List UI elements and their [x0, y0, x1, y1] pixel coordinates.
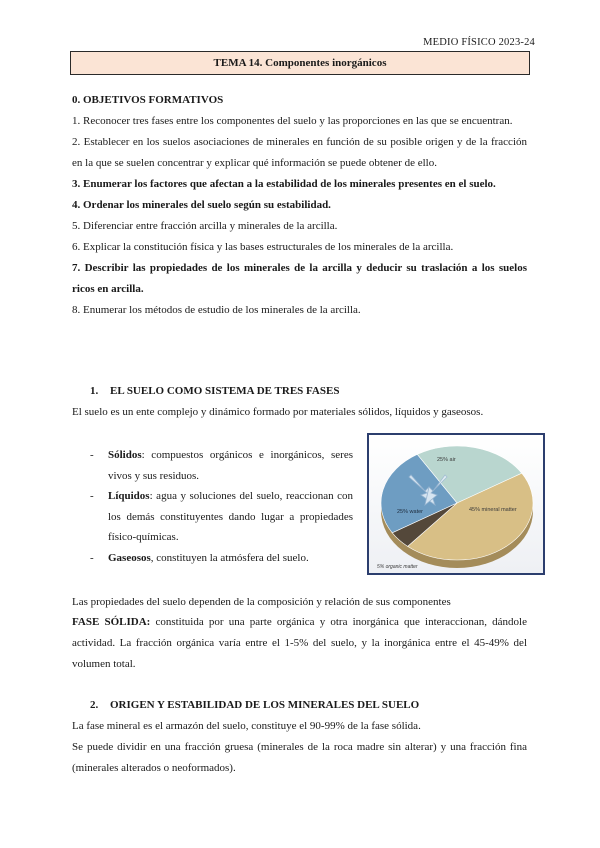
- label-air: 25% air: [437, 457, 456, 463]
- list-item: - Sólidos: compuestos orgánicos e inorgánicos, seres vivos y sus residuos.: [90, 445, 353, 486]
- soil-composition-chart: [367, 433, 545, 575]
- section2-title: ORIGEN Y ESTABILIDAD DE LOS MINERALES DEL SUELO: [110, 699, 420, 711]
- objective-item: 4. Ordenar los minerales del suelo según su estabilidad.: [72, 199, 331, 211]
- objective-item: 7. Describir las propiedades de los minerales de la arcilla y deducir su traslación a los suelos ricos en arcilla.: [72, 262, 527, 295]
- list-item: - Líquidos: agua y soluciones del suelo, reaccionan con los demás constituyentes dando lugar a propiedades físico-químicas.: [90, 486, 353, 548]
- objective-item: 1. Reconocer tres fases entre los componentes del suelo y las proporciones en las que se encuentran.: [72, 115, 513, 127]
- label-mineral: 45% mineral matter: [469, 507, 517, 513]
- list-item: - Gaseosos, constituyen la atmósfera del suelo.: [90, 548, 353, 569]
- objective-item: 3. Enumerar los factores que afectan a la estabilidad de los minerales presentes en el suelo.: [72, 178, 496, 190]
- fase-solida-term: FASE SÓLIDA:: [72, 616, 151, 628]
- objective-item: 2. Establecer en los suelos asociaciones de minerales en función de su posible origen y de la fracción en la que se suelen concentrar y explicar qué información se puede obtener de ello.: [72, 136, 527, 169]
- label-organic: 5% organic matter: [377, 564, 418, 570]
- objective-item: 6. Explicar la constitución física y las bases estructurales de los minerales de la arcilla.: [72, 241, 454, 253]
- section1-number: 1.: [90, 385, 99, 397]
- fase-solida-text: constituida por una parte orgánica y otra inorgánica que interaccionan, dándole actividad. La fracción orgánica varía entre el 1-5% del suelo, y la inorgánica entre el 45-49% del volumen total.: [72, 616, 527, 670]
- section2-p1: La fase mineral es el armazón del suelo, constituye el 90-99% de la fase sólida.: [72, 720, 421, 732]
- section1-intro: El suelo es un ente complejo y dinámico formado por materiales sólidos, líquidos y gaseosos.: [72, 406, 484, 418]
- phase-list: [90, 445, 353, 568]
- section1-heading: [90, 381, 527, 402]
- course-header: MEDIO FÍSICO 2023-24: [423, 37, 535, 48]
- section2-number: 2.: [90, 699, 99, 711]
- page-title: TEMA 14. Componentes inorgánicos: [70, 51, 530, 75]
- section2-p2: Se puede dividir en una fracción gruesa (minerales de la roca madre sin alterar) y una fracción fina (minerales alterados o neoformados).: [72, 741, 527, 774]
- section1-title: EL SUELO COMO SISTEMA DE TRES FASES: [110, 385, 340, 397]
- section1-para1: Las propiedades del suelo dependen de la composición y relación de sus componentes: [72, 596, 451, 608]
- objectives-heading: 0. OBJETIVOS FORMATIVOS: [72, 94, 224, 106]
- pie-chart-svg: [369, 435, 543, 573]
- objectives-section: [72, 90, 527, 321]
- objective-item: 5. Diferenciar entre fracción arcilla y minerales de la arcilla.: [72, 220, 338, 232]
- label-water: 25% water: [397, 509, 423, 515]
- fase-solida-paragraph: [72, 612, 527, 675]
- objective-item: 8. Enumerar los métodos de estudio de los minerales de la arcilla.: [72, 304, 361, 316]
- section2-heading: [90, 695, 527, 716]
